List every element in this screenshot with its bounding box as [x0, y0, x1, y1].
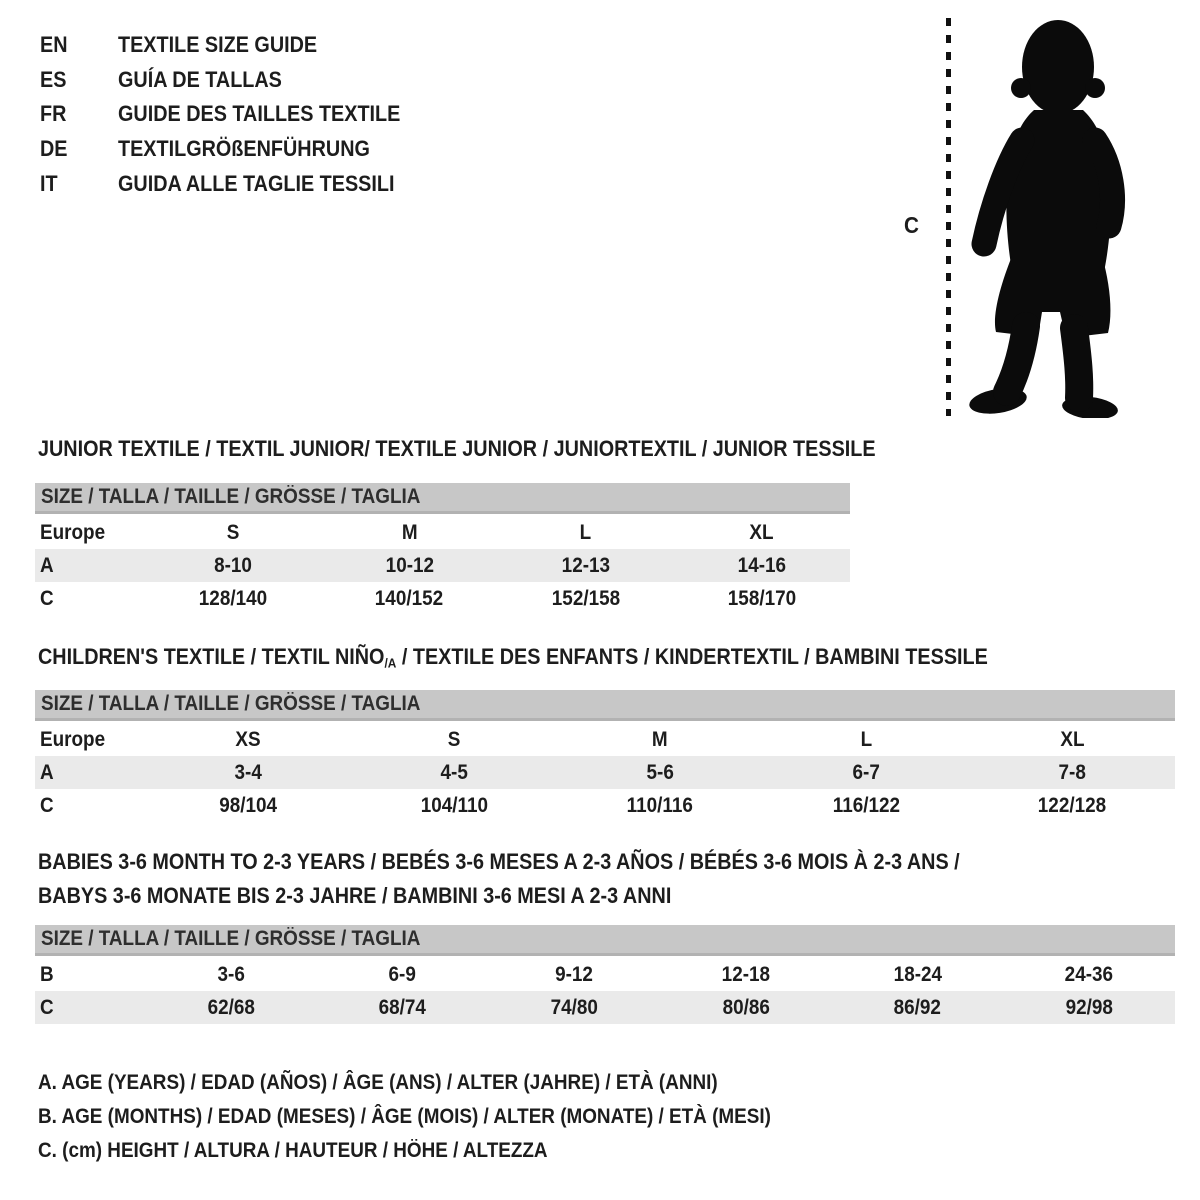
nino-a-subscript: /A [384, 655, 397, 671]
table-cell: L [860, 727, 872, 751]
table-row [35, 958, 1175, 991]
row-label: B [40, 962, 54, 986]
language-code: ES [40, 66, 67, 92]
row-label: Europe [40, 727, 106, 751]
junior-section-title: JUNIOR TEXTILE / TEXTIL JUNIOR/ TEXTILE JUNIOR / JUNIORTEXTIL / JUNIOR TESSILE [38, 436, 876, 461]
table-cell: S [226, 520, 240, 544]
language-row [40, 166, 432, 201]
row-label: C [40, 586, 54, 610]
table-row [35, 723, 1175, 756]
language-title: TEXTILGRÖßENFÜHRUNG [118, 136, 370, 162]
language-code: FR [40, 101, 67, 127]
table-cell: L [579, 520, 592, 544]
table-cell: 116/122 [832, 793, 900, 817]
table-row [35, 582, 850, 615]
table-cell: 4-5 [440, 760, 468, 784]
row-label: A [40, 553, 54, 577]
language-title: GUÍA DE TALLAS [118, 66, 282, 92]
language-title: GUIDA ALLE TAGLIE TESSILI [118, 170, 395, 196]
table-cell: XL [749, 520, 774, 544]
children-size-table [35, 690, 1175, 822]
table-cell: 140/152 [375, 586, 444, 610]
table-cell: 7-8 [1058, 760, 1086, 784]
size-header-bar: SIZE / TALLA / TAILLE / GRÖSSE / TAGLIA [35, 690, 1175, 721]
table-cell: 12-18 [721, 962, 771, 986]
table-cell: 9-12 [555, 962, 594, 986]
table-cell: 152/158 [551, 586, 620, 610]
babies-size-table [35, 925, 1175, 1024]
table-cell: M [401, 520, 418, 544]
table-cell: 98/104 [219, 793, 277, 817]
table-cell: 12-13 [561, 553, 610, 577]
language-row [40, 132, 432, 167]
table-cell: 86/92 [893, 995, 942, 1019]
row-label: C [40, 793, 54, 817]
table-cell: 24-36 [1065, 962, 1114, 986]
table-cell: 74/80 [550, 995, 598, 1019]
table-cell: 62/68 [207, 995, 255, 1019]
table-cell: 158/170 [727, 586, 797, 610]
language-title: GUIDE DES TAILLES TEXTILE [118, 101, 401, 127]
table-cell: 6-7 [852, 760, 880, 784]
table-cell: XL [1059, 727, 1085, 751]
table-cell: 6-9 [388, 962, 417, 986]
row-label: C [40, 995, 54, 1019]
table-row [35, 991, 1175, 1024]
table-row [35, 516, 850, 549]
table-cell: 8-10 [214, 553, 253, 577]
babies-section-title-line2: BABYS 3-6 MONATE BIS 2-3 JAHRE / BAMBINI 3-6 MESI A 2-3 ANNI [38, 883, 672, 908]
babies-section-title-line1: BABIES 3-6 MONTH TO 2-3 YEARS / BEBÉS 3-6 MESES A 2-3 AÑOS / BÉBÉS 3-6 MOIS À 2-3 ANS / [38, 849, 960, 874]
table-cell: 18-24 [893, 962, 942, 986]
row-label: Europe [40, 520, 106, 544]
table-cell: 110/116 [626, 793, 694, 817]
language-row [40, 28, 432, 63]
table-cell: 92/98 [1065, 995, 1113, 1019]
legend-age-years: A. AGE (YEARS) / EDAD (AÑOS) / ÂGE (ANS) / ALTER (JAHRE) / ETÀ (ANNI) [38, 1071, 718, 1094]
table-cell: M [652, 727, 668, 751]
size-header-bar: SIZE / TALLA / TAILLE / GRÖSSE / TAGLIA [35, 925, 1175, 956]
table-cell: 5-6 [646, 760, 674, 784]
table-row [35, 789, 1175, 822]
table-cell: 80/86 [722, 995, 770, 1019]
language-row [40, 97, 432, 132]
table-cell: 10-12 [385, 553, 434, 577]
table-cell: 14-16 [737, 553, 787, 577]
language-code: EN [40, 32, 68, 58]
toddler-silhouette-icon [962, 14, 1138, 418]
language-row [40, 63, 432, 98]
language-title: TEXTILE SIZE GUIDE [118, 32, 318, 58]
table-cell: 104/110 [420, 793, 488, 817]
language-title-list [40, 28, 432, 201]
table-cell: 122/128 [1037, 793, 1107, 817]
legend-height-cm: C. (cm) HEIGHT / ALTURA / HAUTEUR / HÖHE / ALTEZZA [38, 1139, 548, 1162]
table-row [35, 756, 1175, 789]
table-cell: 3-6 [217, 962, 245, 986]
legend-age-months: B. AGE (MONTHS) / EDAD (MESES) / ÂGE (MOIS) / ALTER (MONATE) / ETÀ (MESI) [38, 1105, 771, 1128]
table-cell: S [447, 727, 461, 751]
table-cell: 128/140 [198, 586, 268, 610]
table-cell: 3-4 [234, 760, 262, 784]
height-measure-label: C [904, 212, 919, 238]
language-code: IT [40, 170, 58, 196]
language-code: DE [40, 136, 68, 162]
children-section-title: CHILDREN'S TEXTILE / TEXTIL $NIÑO_{/A}$ / TEXTILE DES ENFANTS / KINDERTEXTIL / BAMBINI TESSILE [38, 644, 988, 671]
junior-size-table [35, 483, 850, 615]
size-header-bar: SIZE / TALLA / TAILLE / GRÖSSE / TAGLIA [35, 483, 850, 514]
table-row [35, 549, 850, 582]
row-label: A [40, 760, 54, 784]
table-cell: 68/74 [378, 995, 427, 1019]
table-cell: XS [235, 727, 261, 751]
height-measure-dashed-line [946, 18, 951, 416]
